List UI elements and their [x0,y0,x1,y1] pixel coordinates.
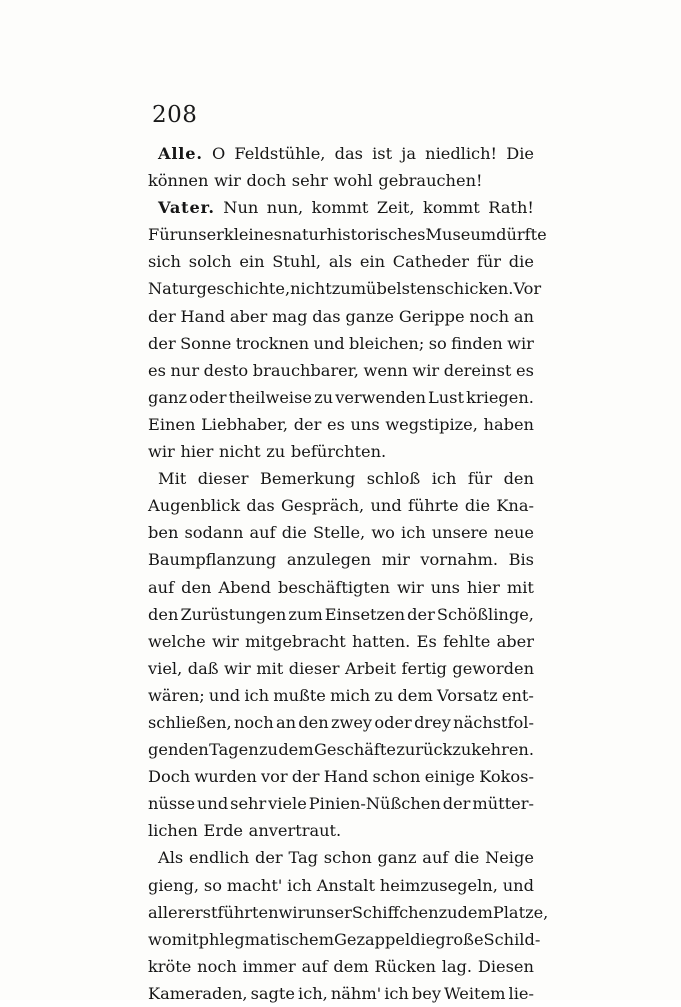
word: schloß [366,469,421,489]
word: und [502,875,534,895]
word: aber [229,306,268,326]
word: ich [244,685,270,705]
word: Einen [148,414,196,434]
word: Weitem [443,983,506,1003]
word: Schiffchen [351,902,439,922]
text-line [148,736,534,763]
word: wir [224,658,251,678]
word: für [476,252,501,272]
word: der [254,848,283,868]
word: Augenblick [148,496,241,516]
text-line [148,844,534,871]
word: Lust [428,387,464,407]
word: vor [261,767,288,787]
word: naturhistorisches [281,225,426,245]
word: daß [187,658,219,678]
word: große [435,929,484,949]
word: noch [233,712,274,732]
text-line [148,357,534,384]
word: Die [506,144,534,163]
word: schon [323,848,372,868]
word: den [181,577,212,597]
word: ja [401,144,416,163]
text-line [148,248,534,275]
word: ben [148,523,179,543]
text-line [148,872,534,899]
text-line [148,628,534,655]
word: hier [180,442,214,462]
word: einige [424,767,476,787]
word: Es [416,631,437,651]
word: Hand [323,767,369,787]
word: dem [278,740,314,760]
word: dieser [197,469,249,489]
word: bey [411,983,441,1003]
word: zu [266,442,286,462]
word: schicken. [436,279,514,299]
word: anvertraut. [248,821,342,841]
word: ganz [377,848,417,868]
word: Catheder [392,252,470,272]
word: die [410,929,436,949]
word: auf [422,848,449,868]
word: Gezappel [333,929,411,949]
word: mütter- [472,794,534,814]
word: wir [148,442,175,462]
text-line [148,492,534,519]
word: finden [451,333,503,353]
word: Zurüstungen [180,604,287,624]
word: Bemerkung [260,469,356,489]
word: ich [401,523,426,543]
word: Vor [513,279,542,299]
word: mich [330,685,371,705]
word: Stelle, [312,523,366,543]
text-line [148,221,547,248]
word: sehr [230,794,267,814]
word: die [508,252,534,272]
text-line [148,682,534,709]
word: dürfte [496,225,547,245]
word: Bis [508,550,534,570]
word: mit [171,929,199,949]
word: beschäftigten [277,577,390,597]
word: Anstalt [316,875,375,895]
word: unser [305,902,352,922]
word: noch [469,306,510,326]
word: Abend [218,577,271,597]
word: Hand [180,306,226,326]
word: bleichen; [349,333,425,353]
text-line [148,384,534,411]
text-line [148,574,534,601]
word: nur [170,360,200,380]
word: solch [188,252,232,272]
word: Liebhaber, [201,414,289,434]
word: der [291,767,320,787]
word: führte [407,496,459,516]
word: lag. [441,956,473,976]
text-line [148,275,542,302]
word: wir [507,333,534,353]
word: desto [203,360,249,380]
word: übelsten [366,279,437,299]
word: dereinst [443,360,512,380]
word: kriegen. [466,387,534,407]
word: ich, [298,983,328,1003]
word: Zeit, [376,198,415,218]
word: gebrauchen! [378,171,483,191]
word: nicht [290,279,332,299]
word: unser [177,225,224,245]
word: den [503,469,534,489]
word: Mit [158,469,187,489]
word: so [428,333,447,353]
word: sagte [250,983,295,1003]
word: Tagen [209,740,259,760]
word: es [516,360,534,380]
word: Platze, [492,902,549,922]
text-line [148,709,534,736]
word: hier [466,577,500,597]
word: zu [374,685,394,705]
word: zum [288,604,323,624]
word: schon [372,767,421,787]
word: der [148,333,176,353]
word: Arbeit [344,658,397,678]
word: dem [333,956,369,976]
word: ein [359,252,385,272]
word: wir [214,171,241,191]
word: ein [239,252,265,272]
word: Für [148,225,178,245]
word: an [513,306,534,326]
word: dem [397,685,433,705]
text-line [148,194,534,221]
word: noch [197,956,237,976]
word: für [467,469,493,489]
word: Diesen [477,956,534,976]
word: uns [350,414,380,434]
word: phlegmatischem [198,929,334,949]
word: wo [371,523,395,543]
word: und [313,333,345,353]
text-line [148,303,534,330]
text-line [148,655,534,682]
word: oder [189,387,227,407]
word: wir [278,902,306,922]
word: ist [372,144,393,163]
word: mitgebracht [245,631,346,651]
word: der [293,414,322,434]
word: vornahm. [420,550,499,570]
word: mußte [273,685,326,705]
word: mir [381,550,410,570]
word: und [370,496,402,516]
text-line [148,790,534,817]
word: lie- [508,983,534,1003]
text-line [148,167,534,194]
word: ganz [148,387,187,407]
word: welche [148,631,206,651]
word: als [328,252,353,272]
word: theilweise [228,387,312,407]
word: nähm' [330,983,382,1003]
word: kommt [311,198,369,218]
word: Vorsatz [437,685,498,705]
word: der [148,306,176,326]
word: Stuhl, [272,252,322,272]
word: an [275,712,297,732]
word: dem [457,902,493,922]
word: auf [249,523,276,543]
text-line [148,465,534,492]
word: zwey [330,712,373,732]
word: geworden [452,658,534,678]
word: es [327,414,345,434]
word: die [464,496,491,516]
word: O [211,144,226,163]
word: trocknen [235,333,310,353]
text-line [148,546,534,573]
word: wir [396,577,424,597]
text-line [148,953,534,980]
word: ich [287,875,312,895]
word: Kameraden, [148,983,248,1003]
word: so [203,875,222,895]
text-line [148,817,534,844]
word: den [298,712,329,732]
word: wären; [148,685,205,705]
text-line [148,980,534,1007]
word: fertig [401,658,447,678]
word: nun, [266,198,304,218]
word: Feldstühle, [234,144,326,163]
word: wenn [363,360,408,380]
word: mit [506,577,534,597]
word: nüsse [148,794,196,814]
word: wegstipize, [385,414,478,434]
word: endlich [188,848,250,868]
word: wir [412,360,440,380]
word: es [148,360,166,380]
word: wo [148,929,172,949]
word: sich [148,252,181,272]
word: sodann [184,523,244,543]
word: wir [211,631,239,651]
word: Rücken [374,956,436,976]
word: wurden [194,767,257,787]
word: führten [217,902,279,922]
text-line [148,926,541,953]
word: das [334,144,363,163]
word: Einsetzen [324,604,406,624]
word: aber [496,631,534,651]
word: zum [331,279,367,299]
text-line [148,763,534,790]
word: gieng, [148,875,200,895]
word: haben [483,414,534,434]
word: wohl [333,171,373,191]
word: Naturgeschichte, [148,279,291,299]
word: ent- [501,685,534,705]
word: Kna- [496,496,534,516]
text-line [148,438,534,465]
word: anzulegen [286,550,372,570]
word: drey [414,712,451,732]
text-line [148,140,534,167]
word: Baumpflanzung [148,550,277,570]
word: können [148,171,209,191]
text-line [148,411,534,438]
word: fehlte [443,631,491,651]
word: Geschäfte [313,740,396,760]
word: das [246,496,275,516]
word: auf [301,956,328,976]
word: nächstfol- [453,712,534,732]
word: mit [256,658,284,678]
text-line [148,899,549,926]
word: der [442,794,471,814]
body-text [148,140,549,1007]
word: befürchten. [290,442,387,462]
page-number: 208 [152,102,198,128]
word: kleines [223,225,282,245]
word: die [281,523,307,543]
word: das [312,306,341,326]
word: Vater. [158,198,215,218]
word: heimzusegeln, [379,875,498,895]
word: immer [242,956,296,976]
word: nicht [219,442,261,462]
word: Erde [203,821,244,841]
word: Alle. [158,144,203,163]
word: der [407,604,435,624]
word: Sonne [180,333,232,353]
word: Als [158,848,184,868]
word: Nun [223,198,259,218]
word: lichen [148,821,198,841]
word: neue [493,523,534,543]
word: dieser [288,658,340,678]
word: Gespräch, [280,496,365,516]
word: und [196,794,229,814]
word: Gerippe [398,306,465,326]
word: verwenden [335,387,426,407]
word: zu [314,387,334,407]
text-line [148,330,534,357]
word: auf [148,577,175,597]
word: Neige [485,848,534,868]
word: viel, [148,658,183,678]
word: zurückzukehren. [396,740,534,760]
word: macht' [226,875,283,895]
word: sehr [291,171,328,191]
word: kommt [423,198,480,218]
word: mag [272,306,308,326]
word: unsere [431,523,488,543]
word: kröte [148,956,192,976]
word: die [454,848,480,868]
word: Tag [288,848,318,868]
text-line [148,601,534,628]
word: niedlich! [425,144,498,163]
word: zu [438,902,458,922]
word: viele [268,794,307,814]
word: oder [374,712,412,732]
word: hatten. [352,631,411,651]
word: Kokos- [479,767,534,787]
word: allererst [148,902,218,922]
word: Rath! [488,198,534,218]
word: Pinien-Nüßchen [308,794,441,814]
word: brauchbarer, [252,360,359,380]
word: zu [259,740,278,760]
word: Museum [425,225,497,245]
word: schließen, [148,712,232,732]
word: ich [384,983,409,1003]
text-line [148,519,534,546]
word: uns [430,577,460,597]
word: Schößlinge, [436,604,534,624]
word: den [148,604,179,624]
word: ganze [345,306,394,326]
word: ich [431,469,457,489]
word: doch [246,171,287,191]
word: Doch [148,767,191,787]
word: Schild- [483,929,541,949]
word: und [208,685,241,705]
word: genden [148,740,209,760]
